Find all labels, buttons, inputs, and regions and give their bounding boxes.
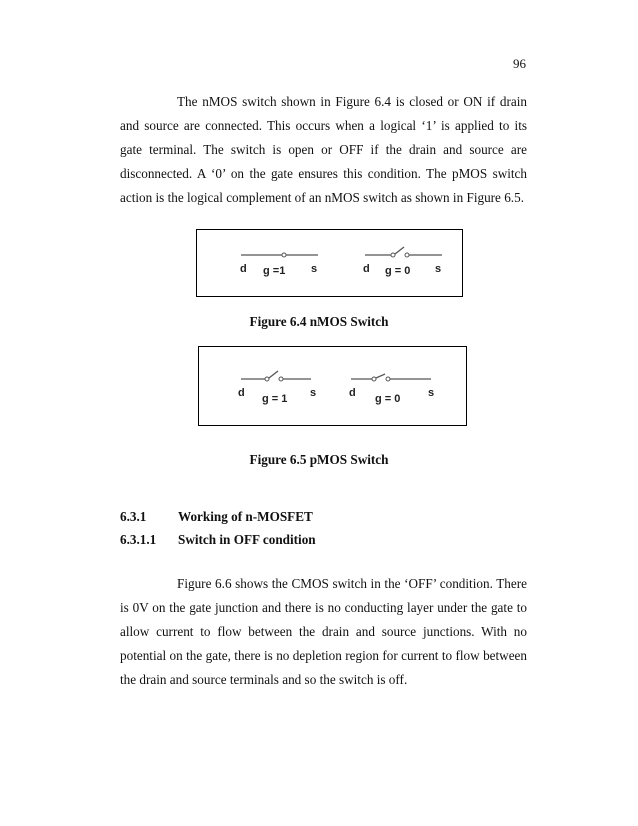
section-title: Working of n-MOSFET	[178, 509, 313, 524]
nmos-right-drain-label: d	[363, 263, 370, 275]
pmos-left-gate-label: g = 1	[262, 393, 288, 405]
section-heading-6-3-1-1	[120, 532, 316, 548]
figure-6-4-caption: Figure 6.4 nMOS Switch	[249, 314, 389, 329]
pmos-switch-open	[238, 371, 316, 405]
section-number: 6.3.1	[120, 509, 147, 524]
figure-6-5-caption: Figure 6.5 pMOS Switch	[249, 452, 389, 467]
pmos-switch-closed	[349, 374, 434, 405]
pmos-left-drain-label: d	[238, 387, 245, 399]
nmos-left-drain-label: d	[240, 263, 247, 275]
pmos-right-drain-label: d	[349, 387, 356, 399]
nmos-right-gate-label: g = 0	[385, 265, 411, 277]
section-heading-6-3-1	[120, 509, 313, 525]
page-number: 96	[513, 56, 526, 71]
nmos-left-source-label: s	[311, 263, 318, 275]
subsection-title: Switch in OFF condition	[178, 532, 316, 547]
nmos-left-gate-label: g =1	[263, 265, 286, 277]
figure-6-5-pmos-switch	[198, 346, 467, 426]
nmos-switch-closed	[240, 253, 318, 277]
pmos-switch-diagram	[199, 347, 466, 425]
pmos-right-gate-label: g = 0	[375, 393, 401, 405]
figure-6-4-nmos-switch	[196, 229, 463, 297]
pmos-right-source-label: s	[428, 387, 435, 399]
nmos-switch-diagram	[197, 230, 462, 296]
pmos-left-source-label: s	[310, 387, 317, 399]
subsection-number: 6.3.1.1	[120, 532, 157, 547]
nmos-right-source-label: s	[435, 263, 442, 275]
nmos-switch-open	[363, 247, 442, 277]
body-paragraph-2: Figure 6.6 shows the CMOS switch in the ‘OFF’ condition. There is 0V on the gate junction and there is no conducting layer under the gate to allow current to flow between the drain and source junctions. With no potential on the gate, there is no depletion region for current to flow between the drain and source terminals and so the switch is off.	[120, 576, 527, 687]
body-paragraph-1: The nMOS switch shown in Figure 6.4 is closed or ON if drain and source are connected. This occurs when a logical ‘1’ is applied to its gate terminal. The switch is open or OFF if the drain and source are disconnected. A ‘0’ on the gate ensures this condition. The pMOS switch action is the logical complement of an nMOS switch as shown in Figure 6.5.	[120, 94, 527, 205]
